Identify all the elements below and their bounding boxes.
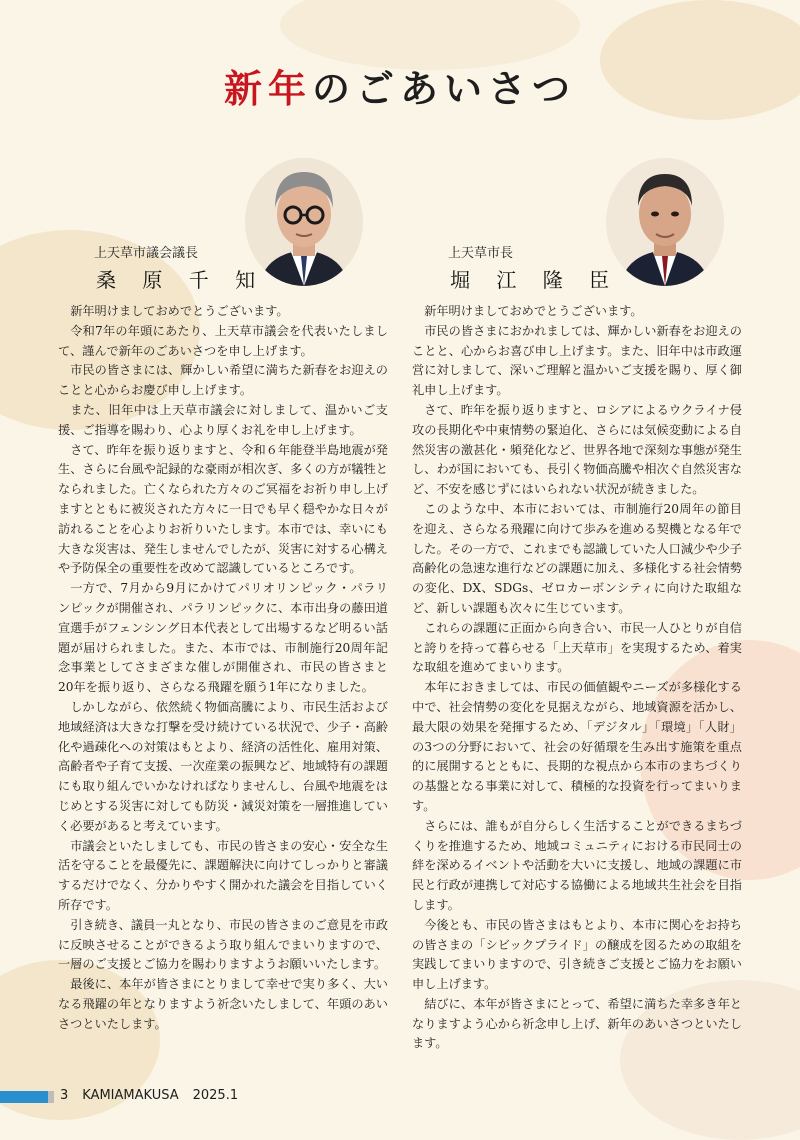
mayor-title: 上天草市長 <box>448 246 514 261</box>
footer <box>60 1088 238 1103</box>
paragraph: 市民の皆さまには、輝かしい希望に満ちた新春をお迎えのことと心からお慶び申し上げます。 <box>58 363 388 398</box>
paragraph: さて、昨年を振り返りますと、ロシアによるウクライナ侵攻の長期化や中東情勢の緊迫化、さらには気候変動による自然災害の激甚化・頻発化など、世界各地で深刻な事態が発生し、わが国においても、長引く物価高騰や相次ぐ自然災害など、不安を感じずにはいられない状況が続きました。 <box>412 402 742 497</box>
paragraph: さて、昨年を振り返りますと、令和６年能登半島地震が発生、さらに台風や記録的な豪雨が相次ぎ、多くの方が犠牲となられました。亡くなられた方々のご冥福をお祈り申し上げますとともに被災された方々に一日でも早く穏やかな日々が訪れることを心よりお祈りいたします。本市では、幸いにも大きな災害は、発生しませんでしたが、災害に対する心構えや予防保全の重要性を改めて認識しているところです。 <box>58 442 388 576</box>
paragraph: 令和7年の年頭にあたり、上天草市議会を代表いたしまして、謹んで新年のごあいさつを申し上げます。 <box>58 323 388 358</box>
mayor-portrait <box>606 158 724 286</box>
paragraph: 市議会といたしましても、市民の皆さまの安心・安全な生活を守ることを最優先に、課題解決に向けてしっかりと審議するだけでなく、分かりやすく開かれた議会を目指していく所存です。 <box>58 838 388 912</box>
paragraph: このような中、本市においては、市制施行20周年の節目を迎え、さらなる飛躍に向けて歩みを進める契機となる年でした。その一方で、これまでも認識していた人口減少や少子高齢化の急速な進行などの課題に加え、多様化する社会情勢の変化、DX、SDGs、ゼロカーボンシティに向けた取組など、新しい課題も次々に生じています。 <box>412 501 742 615</box>
mayor-name: 堀 江 隆 臣 <box>450 268 620 292</box>
chairman-message <box>58 302 388 1034</box>
paragraph: 引き続き、議員一丸となり、市民の皆さまのご意見を市政に反映させることができるよう取り組んでまいりますので、一層のご支援とご協力を賜わりますようお願いいたします。 <box>58 917 388 972</box>
paragraph: これらの課題に正面から向き合い、市民一人ひとりが自信と誇りを持って暮らせる「上天草市」を実現するため、着実な取組を進めてまいります。 <box>412 620 742 675</box>
page-number: 3 <box>60 1088 69 1103</box>
mayor-message <box>412 302 742 1054</box>
title-highlight: 新年 <box>223 66 312 111</box>
chairman-name: 桑 原 千 知 <box>96 268 266 292</box>
footer-accent-bar <box>0 1091 48 1103</box>
paragraph: また、旧年中は上天草市議会に対しまして、温かいご支援、ご指導を賜わり、心より厚くお礼を申し上げます。 <box>58 402 388 437</box>
paragraph: 新年明けましておめでとうございます。 <box>70 304 289 318</box>
footer-accent-gray <box>48 1091 54 1103</box>
issue-date: 2025.1 <box>192 1088 239 1103</box>
paragraph: 本年におきましては、市民の価値観やニーズが多様化する中で、社会情勢の変化を見据えながら、地域資源を活かし、最大限の効果を発揮するため、「デジタル」「環境」「人財」の3つの分野において、社会の好循環を生み出す施策を重点的に展開するとともに、長期的な視点から本市のまちづくりの基盤となる事業に対して、積極的な投資を行ってまいります。 <box>412 680 742 813</box>
title-rest: のごあいさつ <box>312 66 577 111</box>
paragraph: さらには、誰もが自分らしく生活することができるまちづくりを推進するため、地域コミュニティにおける市民同士の絆を深めるイベントや活動を大いに支援し、地域の課題に市民と行政が連携して対応する協働による地域共生社会を目指します。 <box>412 818 742 912</box>
paragraph: 今後とも、市民の皆さまはもとより、本市に関心をお持ちの皆さまの「シビックプライド」の醸成を図るための取組を実践してまいりますので、引き続きご支援とご協力をお願い申し上げます。 <box>412 917 742 992</box>
page-title <box>0 58 800 113</box>
publication-name: KAMIAMAKUSA <box>82 1088 179 1103</box>
paragraph: 結びに、本年が皆さまにとって、希望に満ちた幸多き年となりますよう心から祈念申し上げ、新年のあいさつといたします。 <box>412 996 742 1051</box>
paragraph: 最後に、本年が皆さまにとりまして幸せで実り多く、大いなる飛躍の年となりますよう祈念いたしまして、年頭のあいさつといたします。 <box>58 977 388 1031</box>
paragraph: 新年明けましておめでとうございます。 <box>424 304 643 318</box>
chairman-title: 上天草市議会議長 <box>94 246 199 261</box>
paragraph: 一方で、7月から9月にかけてパリオリンピック・パラリンピックが開催され、パラリンピックに、本市出身の藤田道宣選手がフェンシング日本代表として出場するなど明るい話題が届けられました。また、本市では、市制施行20周年記念事業としてさまざまな催しが開催され、市民の皆さまと20年を振り返り、さらなる飛躍を願う1年になりました。 <box>58 581 388 695</box>
paragraph: 市民の皆さまにおかれましては、輝かしい新春をお迎えのことと、心からお喜び申し上げます。また、旧年中は市政運営に対しまして、深いご理解と温かいご支援を賜り、厚く御礼申し上げます。 <box>412 323 742 398</box>
paragraph: しかしながら、依然続く物価高騰により、市民生活および地域経済は大きな打撃を受け続けている状況で、少子・高齢化や過疎化への対策はもとより、経済の活性化、雇用対策、高齢者や子育て支援、一次産業の振興など、地域特有の課題にも取り組んでいかなければなりませんし、台風や地震をはじめとする災害に対しても防災・減災対策を一層推進していく必要があると考えています。 <box>58 699 388 833</box>
